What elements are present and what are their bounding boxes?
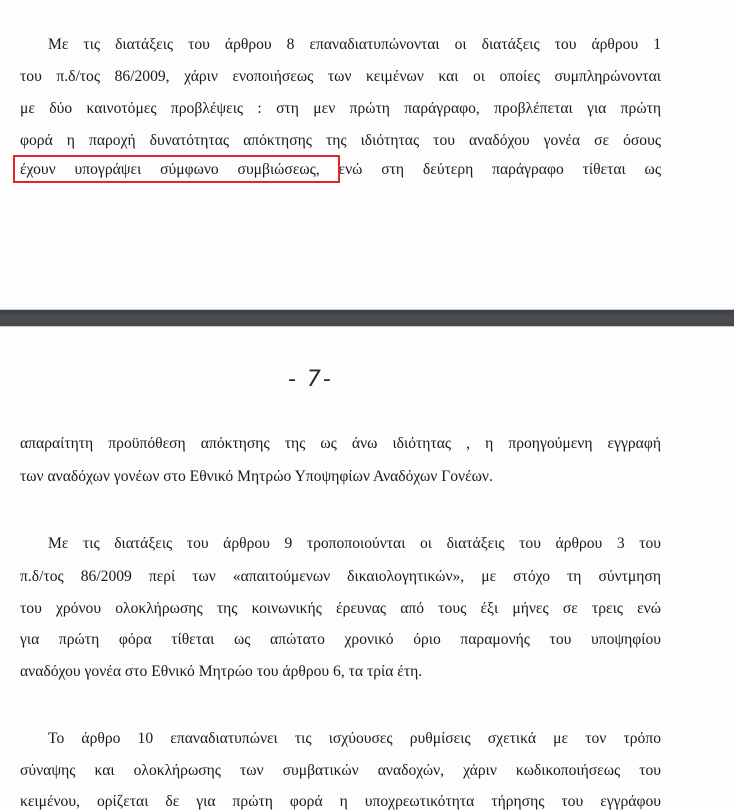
text-line: των αναδόχων γονέων στο Εθνικό Μητρώο Υποψηφίων Αναδόχων Γονέων. (20, 468, 493, 485)
text-line: με δύο καινοτόμες προβλέψεις : στη μεν πρώτη παράγραφο, προβλέπεται για πρώτη (20, 100, 661, 117)
text-line: Με τις διατάξεις του άρθρου 9 τροποποιούνται οι διατάξεις του άρθρου 3 του (48, 535, 661, 552)
text-line: αναδόχου γονέα στο Εθνικό Μητρώο του άρθρου 6, τα τρία έτη. (20, 663, 423, 680)
text-line: σύναψης και ολοκλήρωσης των συμβατικών αναδοχών, χάριν κωδικοποιήσεως του (20, 762, 661, 779)
text-line: απαραίτητη προϋπόθεση απόκτησης της ως άνω ιδιότητας , η προηγούμενη εγγραφή (20, 435, 661, 452)
text-line: Το άρθρο 10 επαναδιατυπώνει τις ισχύουσες ρυθμίσεις σχετικά με τον τρόπο (48, 730, 661, 747)
document-page-top (0, 0, 734, 310)
text-line: π.δ/τος 86/2009 περί των «απαιτούμενων δικαιολογητικών», με στόχο τη σύντμηση (20, 568, 661, 585)
text-line: κειμένου, ορίζεται δε για πρώτη φορά η υποχρεωτικότητα τήρησης του εγγράφου (20, 793, 661, 810)
page-separator (0, 309, 734, 327)
page-number: - 7- (288, 367, 333, 392)
text-line: για πρώτη φόρα τίθεται ως απώτατο χρονικό όριο παραμονής του υποψηφίου (20, 631, 661, 648)
text-line: φορά η παροχή δυνατότητας απόκτησης της ιδιότητας του αναδόχου γονέα σε όσους (20, 132, 661, 149)
text-line: του π.δ/τος 86/2009, χάριν ενοποιήσεως των κειμένων και οι οποίες συμπληρώνονται (20, 68, 661, 85)
text-line: έχουν υπογράψει σύμφωνο συμβιώσεως, ενώ στη δεύτερη παράγραφο τίθεται ως (20, 161, 661, 178)
text-line: Με τις διατάξεις του άρθρου 8 επαναδιατυπώνονται οι διατάξεις του άρθρου 1 (48, 36, 661, 53)
text-line: του χρόνου ολοκλήρωσης της κοινωνικής έρευνας από τους έξι μήνες σε τρεις ενώ (20, 600, 661, 617)
